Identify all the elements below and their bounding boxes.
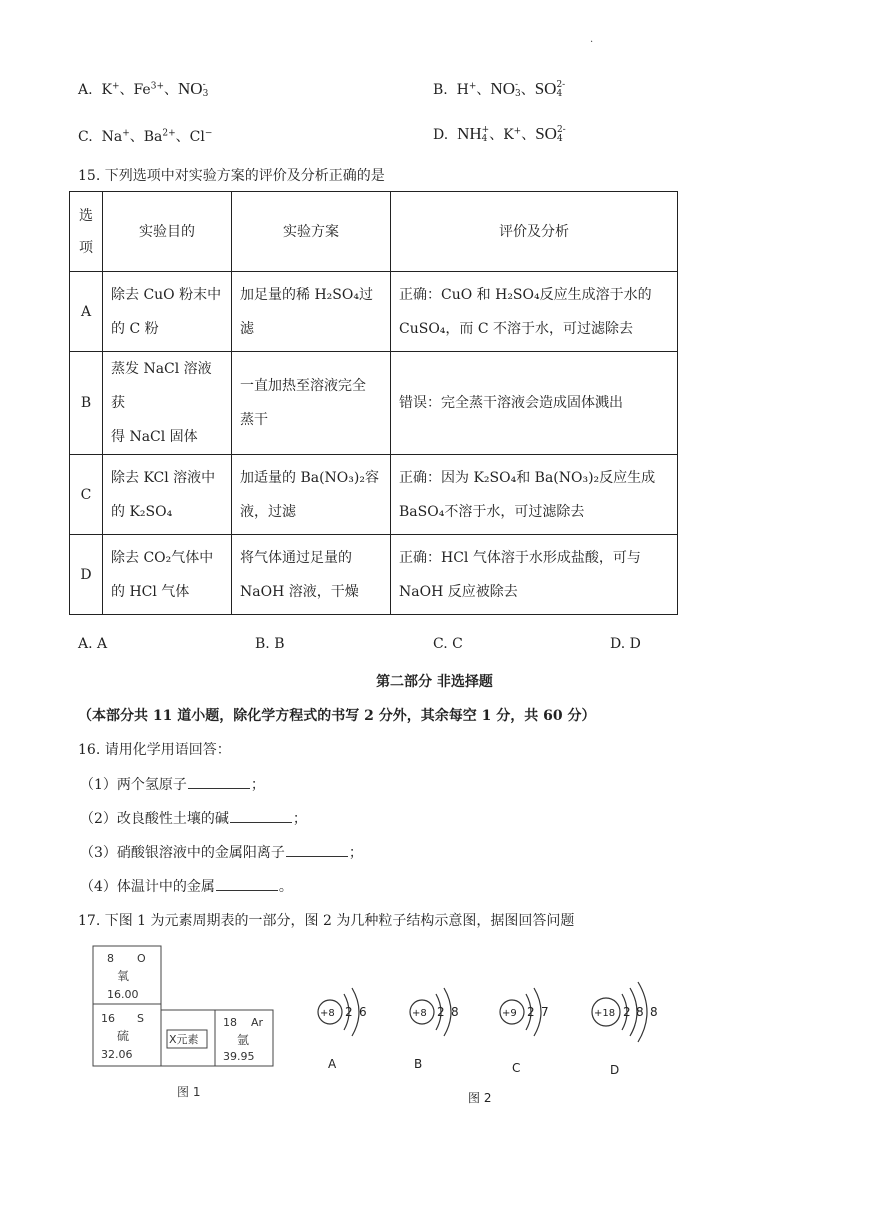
cell-argon-mass: 39.95 xyxy=(223,1050,255,1063)
cell-line: 的 HCl 气体 xyxy=(111,583,190,600)
row-eval xyxy=(391,352,678,455)
ion-charge: + xyxy=(513,126,522,137)
nucleus-b-charge: +8 xyxy=(412,1008,427,1019)
ion-text: SO xyxy=(534,79,557,98)
row-purpose xyxy=(103,535,232,615)
q16-item-4 xyxy=(80,876,293,896)
part2-title: 第二部分 非选择题 xyxy=(376,674,493,690)
row-option: B xyxy=(70,352,103,455)
shell-count: 7 xyxy=(541,1005,549,1019)
row-plan xyxy=(232,455,391,535)
cell-line: 的 K₂SO₄ xyxy=(111,503,173,520)
q16-stem: 16. 请用化学用语回答： xyxy=(78,742,231,758)
q14-option-d xyxy=(433,124,566,144)
header-option-line: 项 xyxy=(79,239,93,256)
answer-option-a: A. A xyxy=(78,636,108,652)
ion-text: K xyxy=(101,82,112,98)
particle-letter-a: A xyxy=(328,1057,337,1071)
cell-argon-sym: Ar xyxy=(251,1016,264,1029)
answer-option-c: C. C xyxy=(433,636,463,652)
answer-blank[interactable] xyxy=(286,844,348,857)
shell-count: 2 xyxy=(527,1005,535,1019)
cell-line: 除去 KCl 溶液中 xyxy=(111,469,216,486)
ion-text: 、 xyxy=(520,82,535,98)
cell-sulfur-num: 16 xyxy=(101,1012,115,1025)
table-row xyxy=(70,272,678,352)
table-row xyxy=(70,455,678,535)
shell-count: 2 xyxy=(437,1005,445,1019)
row-purpose xyxy=(103,352,232,455)
ion-charge: - xyxy=(514,80,519,90)
cell-line: BaSO₄不溶于水，可过滤除去 xyxy=(399,503,585,520)
cell-line: 正确：因为 K₂SO₄和 Ba(NO₃)₂反应生成 xyxy=(399,469,656,486)
answer-option-d: D. D xyxy=(610,636,641,652)
cell-oxygen-mass: 16.00 xyxy=(107,988,139,1001)
shell-count: 6 xyxy=(359,1005,367,1019)
answer-blank[interactable] xyxy=(230,810,292,823)
ion-text: 、K xyxy=(489,127,514,143)
shell-arc xyxy=(444,988,451,1036)
cell-line: 得 NaCl 固体 xyxy=(111,429,198,445)
q14-option-c xyxy=(78,126,212,146)
cell-line: NaOH 反应被除去 xyxy=(399,583,518,600)
table-header-row xyxy=(70,192,678,272)
cell-line: 蒸干 xyxy=(240,412,268,428)
row-plan xyxy=(232,535,391,615)
row-eval xyxy=(391,535,678,615)
ion-subscript: 4 xyxy=(556,134,563,144)
particle-letter-b: B xyxy=(414,1057,423,1071)
nucleus-c-charge: +9 xyxy=(502,1008,517,1019)
header-plan: 实验方案 xyxy=(232,192,391,272)
q16-item-3 xyxy=(80,842,363,862)
cell-oxygen-sym: O xyxy=(137,952,146,965)
header-purpose: 实验目的 xyxy=(103,192,232,272)
ion-subscript: 3 xyxy=(202,89,209,99)
ion-text: 、 xyxy=(521,127,536,143)
row-option: D xyxy=(70,535,103,615)
item-text: （2）改良酸性土壤的碱 xyxy=(80,811,229,827)
row-option: C xyxy=(70,455,103,535)
cell-line: 的 C 粉 xyxy=(111,320,159,337)
header-eval: 评价及分析 xyxy=(391,192,678,272)
q14-option-a xyxy=(78,79,208,99)
ion-text: SO xyxy=(535,124,557,143)
item-punct: ； xyxy=(348,845,363,861)
table-row xyxy=(70,535,678,615)
ion-text: NO xyxy=(490,79,515,98)
item-punct: ； xyxy=(250,777,265,793)
cell-line: 一直加热至溶液完全 xyxy=(240,378,366,394)
ion-charge: + xyxy=(122,128,130,139)
q14-option-b xyxy=(433,79,565,99)
ion-charge: + xyxy=(468,81,477,92)
ion-charge: + xyxy=(481,125,490,135)
particle-letter-c: C xyxy=(512,1061,521,1075)
q16-item-2 xyxy=(80,808,307,828)
q17-stem: 17. 下图 1 为元素周期表的一部分，图 2 为几种粒子结构示意图，据图回答问题 xyxy=(78,913,575,929)
part2-note: （本部分共 11 道小题，除化学方程式的书写 2 分外，其余每空 1 分，共 60 分） xyxy=(78,708,596,724)
ion-charge: 2- xyxy=(556,125,566,135)
ion-text: H xyxy=(456,82,469,98)
row-eval xyxy=(391,455,678,535)
row-eval xyxy=(391,272,678,352)
q16-item-1 xyxy=(80,774,265,794)
row-plan xyxy=(232,272,391,352)
ion-charge: - xyxy=(202,80,206,90)
ion-subscript: 3 xyxy=(514,89,521,99)
ion-charge: + xyxy=(111,81,120,92)
header-option-line: 选 xyxy=(79,207,93,224)
ion-text: 、 xyxy=(476,82,491,98)
ion-text: 、Cl xyxy=(175,129,205,145)
header-mark: . xyxy=(590,34,594,45)
cell-argon-name: 氩 xyxy=(237,1033,250,1047)
cell-line: 蒸发 NaCl 溶液获 xyxy=(111,361,212,411)
shell-count: 8 xyxy=(451,1005,459,1019)
cell-argon-num: 18 xyxy=(223,1016,237,1029)
shell-count: 8 xyxy=(636,1005,644,1019)
fig1-caption: 图 1 xyxy=(177,1085,201,1099)
cell-line: 将气体通过足量的 xyxy=(240,549,352,566)
row-plan xyxy=(232,352,391,455)
particle-structure-figure xyxy=(300,970,690,1110)
ion-subscript: 4 xyxy=(556,89,563,99)
item-punct: ； xyxy=(292,811,307,827)
item-text: （4）体温计中的金属 xyxy=(80,879,215,895)
cell-line: 除去 CuO 粉末中 xyxy=(111,286,222,303)
nucleus-a-charge: +8 xyxy=(320,1008,335,1019)
option-label: D. xyxy=(433,127,449,143)
item-text: （3）硝酸银溶液中的金属阳离子 xyxy=(80,845,285,861)
cell-line: 正确：CuO 和 H₂SO₄反应生成溶于水的 xyxy=(399,286,652,303)
fig2-caption: 图 2 xyxy=(468,1091,492,1105)
answer-option-b: B. B xyxy=(255,636,285,652)
answer-blank[interactable] xyxy=(216,878,278,891)
ion-text: Na xyxy=(101,129,123,145)
nucleus-d-charge: +18 xyxy=(594,1008,616,1019)
cell-line: 正确：HCl 气体溶于水形成盐酸，可与 xyxy=(399,549,641,566)
cell-line: 错误：完全蒸干溶液会造成固体溅出 xyxy=(399,395,623,411)
cell-x-label: X元素 xyxy=(169,1033,199,1046)
ion-charge: 2- xyxy=(556,80,566,90)
ion-text: 、 xyxy=(164,82,178,98)
ion-text: 、Ba xyxy=(129,129,163,145)
ion-charge: 2+ xyxy=(162,128,176,139)
cell-oxygen-num: 8 xyxy=(107,952,114,965)
particle-letter-d: D xyxy=(610,1063,620,1077)
cell-line: CuSO₄，而 C 不溶于水，可过滤除去 xyxy=(399,320,634,337)
cell-line: 液，过滤 xyxy=(240,503,296,520)
item-punct: 。 xyxy=(278,879,293,895)
answer-blank[interactable] xyxy=(188,776,250,789)
periodic-table-figure xyxy=(85,940,285,1100)
table-row xyxy=(70,352,678,455)
shell-arc xyxy=(352,988,359,1036)
cell-oxygen-name: 氧 xyxy=(117,969,130,983)
item-text: （1）两个氢原子 xyxy=(80,777,187,793)
q15-stem: 15. 下列选项中对实验方案的评价及分析正确的是 xyxy=(78,168,385,184)
option-label: A. xyxy=(78,82,93,98)
row-option: A xyxy=(70,272,103,352)
option-label: B. xyxy=(433,82,448,98)
experiment-table xyxy=(69,191,678,615)
row-purpose xyxy=(103,455,232,535)
shell-count: 2 xyxy=(623,1005,631,1019)
shell-arc xyxy=(534,988,541,1036)
cell-line: 除去 CO₂气体中 xyxy=(111,549,214,566)
cell-line: 加适量的 Ba(NO₃)₂容 xyxy=(240,469,379,486)
shell-count: 8 xyxy=(650,1005,658,1019)
cell-sulfur-sym: S xyxy=(137,1012,144,1025)
cell-line: 加足量的稀 H₂SO₄过滤 xyxy=(240,286,373,337)
ion-charge: 3+ xyxy=(150,81,164,92)
ion-text: 、Fe xyxy=(119,82,151,98)
ion-subscript: 4 xyxy=(481,134,488,144)
row-purpose xyxy=(103,272,232,352)
header-option xyxy=(70,192,103,272)
cell-sulfur-name: 硫 xyxy=(117,1029,130,1043)
ion-charge: − xyxy=(204,128,213,139)
ion-text: NO xyxy=(178,79,203,98)
option-label: C. xyxy=(78,129,93,145)
ion-text: NH xyxy=(457,124,482,143)
shell-count: 2 xyxy=(345,1005,353,1019)
cell-sulfur-mass: 32.06 xyxy=(101,1048,133,1061)
cell-line: NaOH 溶液，干燥 xyxy=(240,583,359,600)
